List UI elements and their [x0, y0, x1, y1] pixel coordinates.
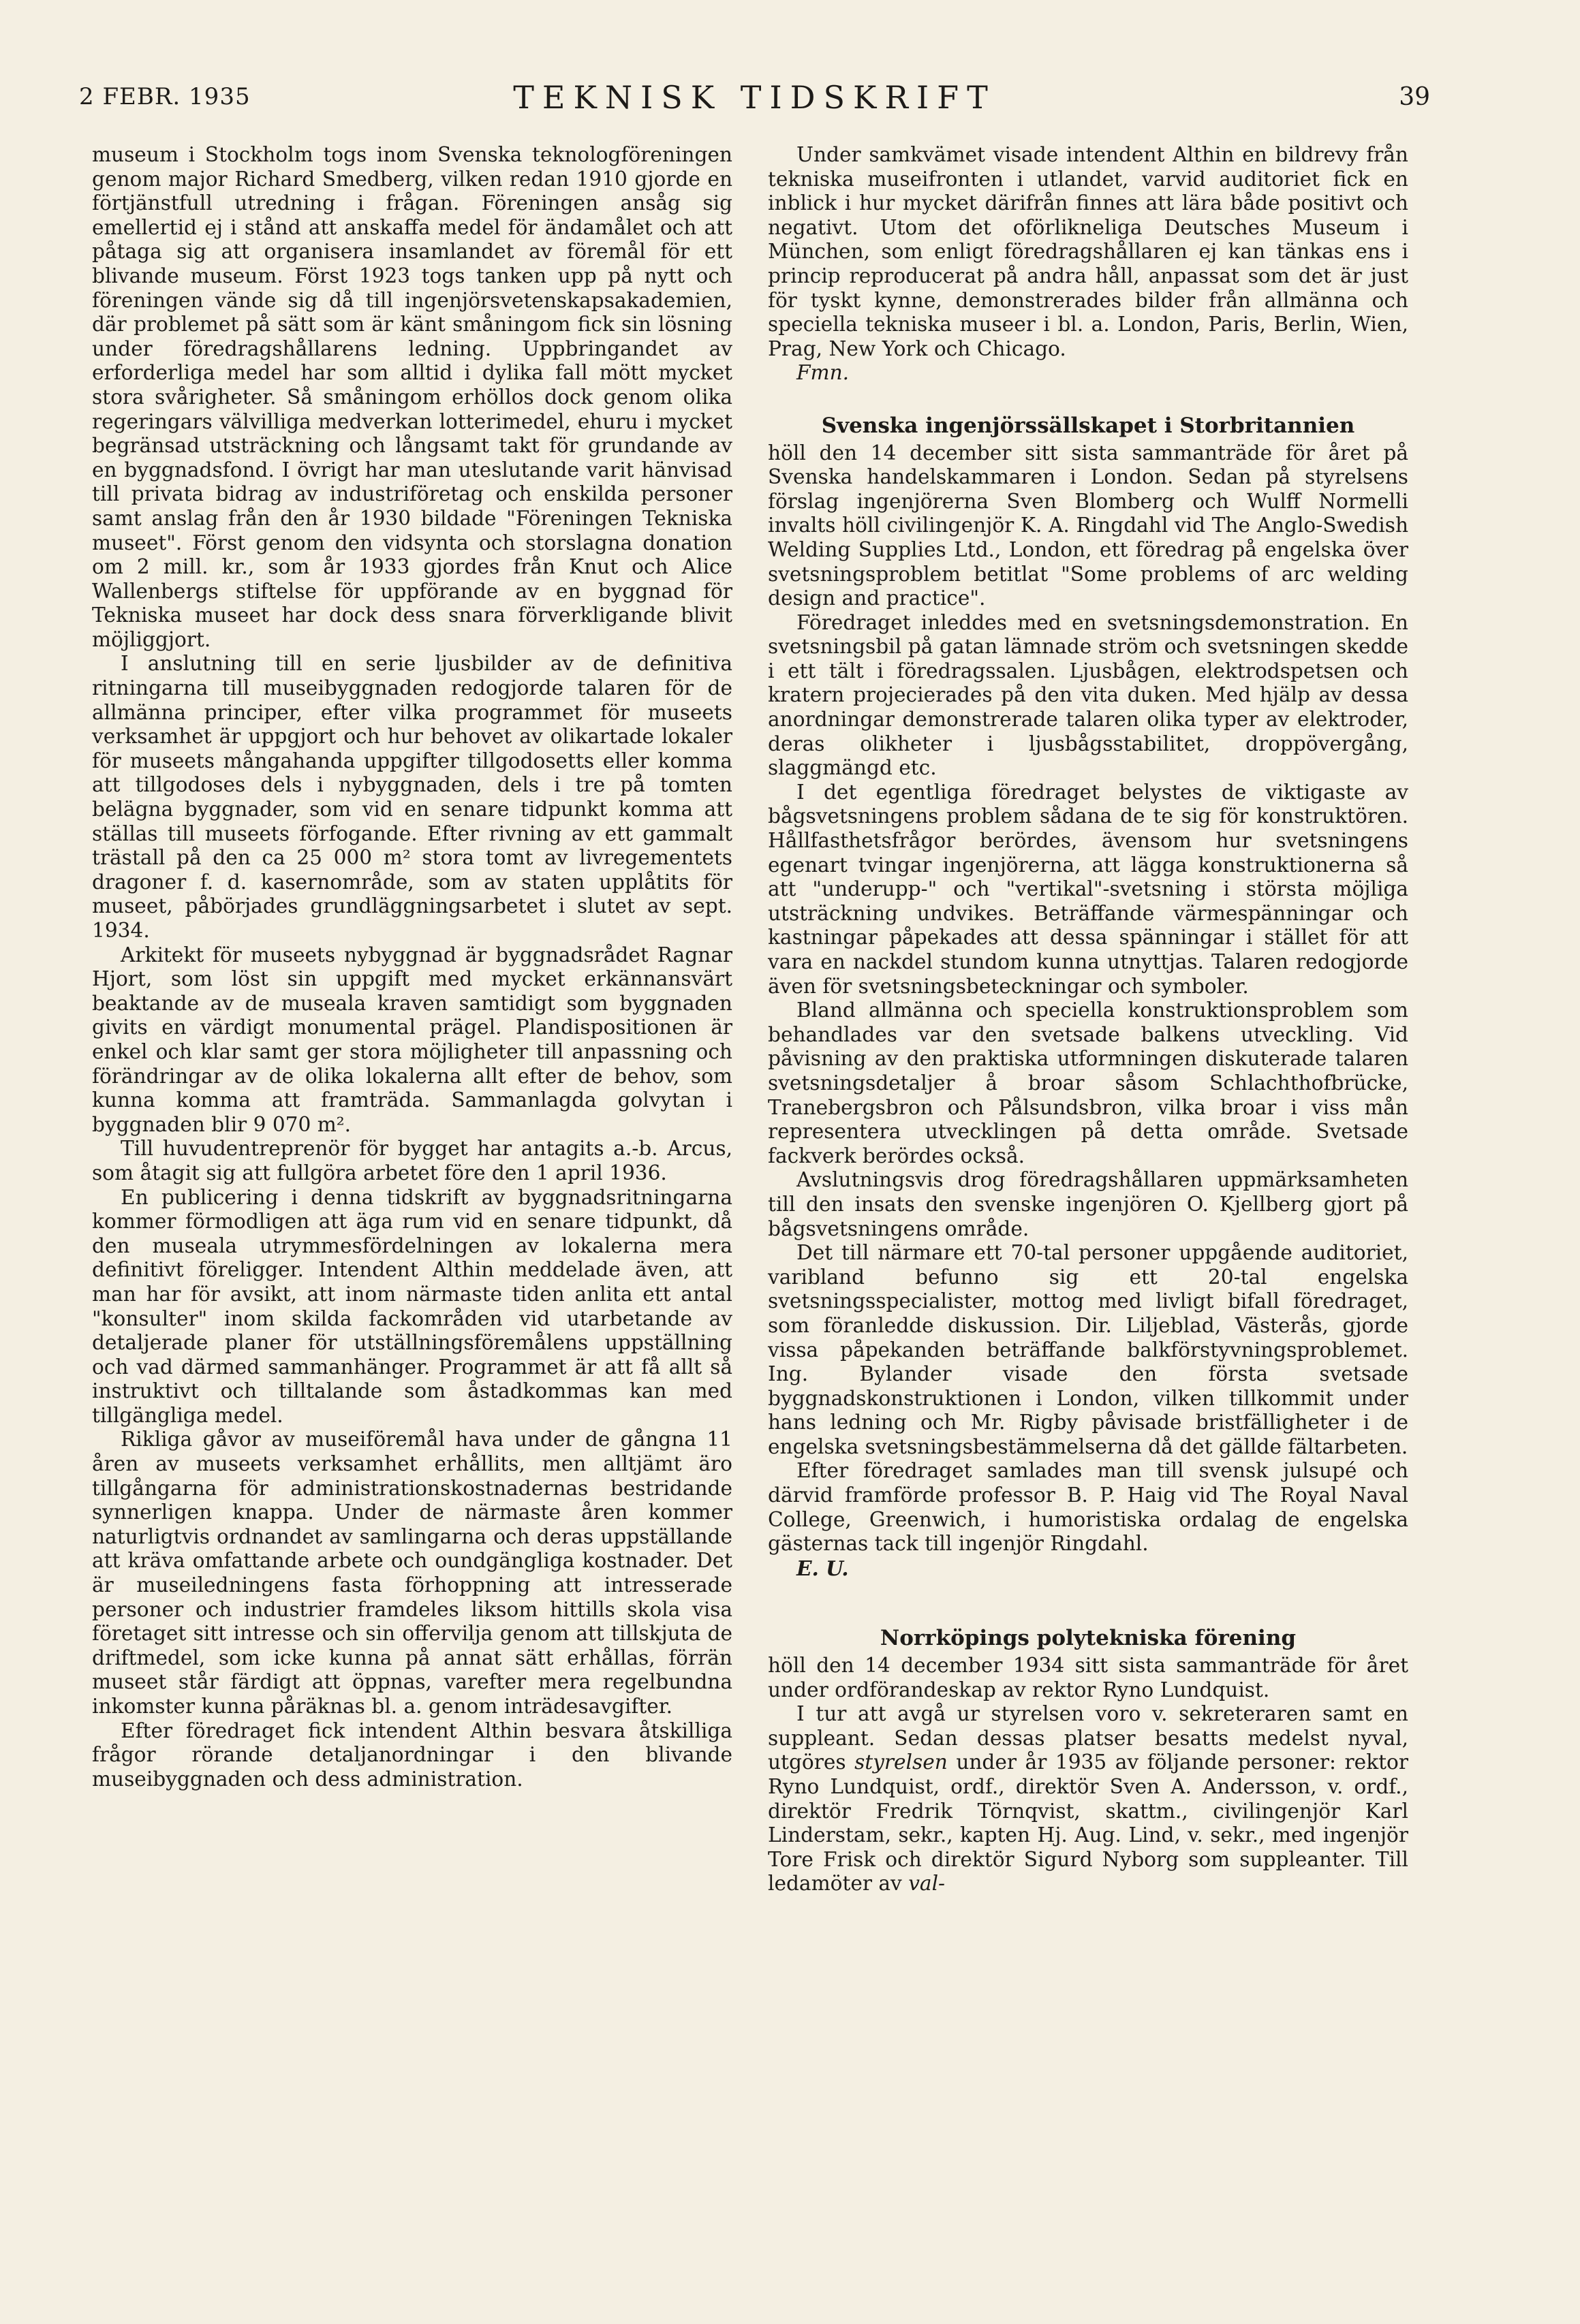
left-column	[92, 143, 732, 1791]
paragraph: museum i Stockholm togs inom Svenska teknologföreningen genom major Richard Smedberg, vilken redan 1910 gjorde en förtjänstfull utredning i frågan. Föreningen ansåg sig emellertid ej i stånd att anskaffa medel för ändamålet och att påtaga sig att organisera insamlandet av föremål för ett blivande museum. Först 1923 togs tanken upp på nytt och föreningen vände sig då till ingenjörsvetenskapsakademien, där problemet på sätt som är känt småningom fick sin lösning under föredragshållarens ledning. Uppbringandet av erforderliga medel har som alltid i dylika fall mött mycket stora svårigheter. Så småningom erhöllos dock genom olika regeringars välvilliga medverkan lotterimedel, ehuru i mycket begränsad utsträckning och långsamt takt för grundande av en byggnadsfond. I övrigt har man uteslutande varit hänvisad till privata bidrag av industriföretag och enskilda personer samt anslag från den år 1930 bildade "Föreningen Tekniska museet". Först genom den vidsynta och storslagna donation om 2 mill. kr., som år 1933 gjordes från Knut och Alice Wallenbergs stiftelse för uppförande av en byggnad för Tekniska museet har dock dess snara förverkligande blivit möjliggjort.	[92, 143, 732, 651]
paragraph: Bland allmänna och speciella konstruktionsproblem som behandlades var den svetsade balkens utveckling. Vid påvisning av den praktiska utformningen diskuterade talaren svetsningsdetaljer å broar såsom Schlachthofbrücke, Tranebergsbron och Pålsundsbron, vilka broar i viss mån representera utvecklingen på detta område. Svetsade fackverk berördes också.	[768, 999, 1408, 1167]
paragraph: Arkitekt för museets nybyggnad är byggnadsrådet Ragnar Hjort, som löst sin uppgift med mycket erkännansvärt beaktande av de museala kraven samtidigt som byggnaden givits en värdigt monumental prägel. Plandispositionen är enkel och klar samt ger stora möjligheter till anpassning och förändringar av de olika lokalerna allt efter de behov, som kunna komma att framträda. Sammanlagda golvytan i byggnaden blir 9 070 m².	[92, 943, 732, 1136]
paragraph: I det egentliga föredraget belystes de viktigaste av bågsvetsningens problem sådana de te sig för konstruktören. Hållfasthetsfrågor berördes, ävensom hur svetsningens egenart tvingar ingenjörerna, att lägga konstruktionerna så att "underupp-" och "vertikal"-svetsning i största möjliga utsträckning undvikes. Beträffande värmespänningar och kastningar påpekades att dessa spänningar i stället för att vara en nackdel stundom kunna utnyttjas. Talaren redogjorde även för svetsningsbeteckningar och symboler.	[768, 780, 1408, 998]
paragraph: höll den 14 december 1934 sitt sista sammanträde för året under ordförandeskap av rektor Ryno Lundquist.	[768, 1654, 1408, 1701]
paragraph	[768, 1702, 1408, 1896]
right-column	[768, 143, 1408, 1896]
paragraph: En publicering i denna tidskrift av byggnadsritningarna kommer förmodligen att äga rum vid en senare tidpunkt, då den museala utrymmesfördelningen av lokalerna mera definitivt föreligger. Intendent Althin meddelade även, att man har för avsikt, att inom närmaste tiden anlita ett antal "konsulter" inom skilda fackområden vid utarbetande av detaljerade planer för utställningsföremålens uppställning och vad därmed sammanhänger. Programmet är att få allt så instruktivt och tilltalande som åstadkommas kan med tillgängliga medel.	[92, 1185, 732, 1427]
author-signature: Fmn.	[796, 361, 850, 385]
emphasized-text: val-	[908, 1872, 946, 1896]
paragraph: höll den 14 december sitt sista sammanträde för året på Svenska handelskammaren i London. Sedan på styrelsens förslag ingenjörerna Sven Blomberg och Wulff Normelli invalts höll civilingenjör K. A. Ringdahl vid The Anglo-Swedish Welding Supplies Ltd., London, ett föredrag på engelska över svetsningsproblem betitlat "Some problems of arc welding design and practice".	[768, 441, 1408, 610]
paragraph: Under samkvämet visade intendent Althin en bildrevy från tekniska museifronten i utlandet, varvid auditoriet fick en inblick i hur mycket därifrån finnes att lära både positivt och negativt. Utom det oförlikneliga Deutsches Museum i München, som enligt föredragshållaren ej kan tänkas ens i princip reproducerat på andra håll, anpassat som det är just för tyskt kynne, demonstrerades bilder från allmänna och speciella tekniska museer i bl. a. London, Paris, Berlin, Wien, Prag, New York och Chicago.	[768, 143, 1408, 360]
page-number: 39	[1399, 83, 1430, 111]
section-heading: Svenska ingenjörssällskapet i Storbritannien	[821, 413, 1355, 438]
journal-title: TEKNISK TIDSKRIFT	[513, 79, 996, 116]
paragraph: I anslutning till en serie ljusbilder av de definitiva ritningarna till museibyggnaden redogjorde talaren för de allmänna principer, efter vilka programmet för museets verksamhet är uppgjort och hur behovet av olikartade lokaler för museets mångahanda uppgifter tillgodosetts eller komma att tillgodoses dels i nybyggnaden, dels i tre på tomten belägna byggnader, som vid en senare tidpunkt komma att ställas till museets förfogande. Efter rivning av ett gammalt trästall på den ca 25 000 m² stora tomt av livregementets dragoner f. d. kasernområde, som av staten upplåtits för museet, påbörjades grundläggningsarbetet i slutet av sept. 1934.	[92, 652, 732, 942]
text-run: under år 1935 av följande personer: rektor Ryno Lundquist, ordf., direktör Sven A. Andersson, v. ordf., direktör Fredrik Törnqvist, skattm., civilingenjör Karl Linderstam, sekr., kapten Hj. Aug. Lind, v. sekr., med ingenjör Tore Frisk och direktör Sigurd Nyborg som suppleanter. Till ledamöter av	[768, 1750, 1408, 1896]
author-signature: E. U.	[796, 1556, 849, 1580]
section-heading: Norrköpings polytekniska förening	[880, 1626, 1297, 1651]
paragraph: Det till närmare ett 70-tal personer uppgående auditoriet, varibland befunno sig ett 20-tal engelska svetsningsspecialister, mottog med livligt bifall föredraget, som föranledde diskussion. Dir. Liljeblad, Västerås, gjorde vissa påpekanden beträffande balkförstyvningsproblemet. Ing. Bylander visade den första svetsade byggnadskonstruktionen i London, vilken tillkommit under hans ledning och Mr. Rigby påvisade bristfälligheter i de engelska svetsningsbestämmelserna då det gällde fältarbeten.	[768, 1241, 1408, 1458]
text-run: I tur att avgå ur styrelsen voro v. sekreteraren samt en suppleant. Sedan dessas platser besatts medelst nyval, utgöres	[768, 1702, 1408, 1774]
issue-date: 2 FEBR. 1935	[79, 83, 251, 110]
paragraph: Till huvudentreprenör för bygget har antagits a.-b. Arcus, som åtagit sig att fullgöra arbetet före den 1 april 1936.	[92, 1137, 732, 1184]
emphasized-text: styrelsen	[854, 1750, 948, 1774]
paragraph: Avslutningsvis drog föredragshållaren uppmärksamheten till den insats den svenske ingenjören O. Kjellberg gjort på bågsvetsningens område.	[768, 1168, 1408, 1240]
paragraph: Efter föredraget samlades man till svensk julsupé och därvid framförde professor B. P. Haig vid The Royal Naval College, Greenwich, i humoristiska ordalag de engelska gästernas tack till ingenjör Ringdahl.	[768, 1459, 1408, 1556]
paragraph: Efter föredraget fick intendent Althin besvara åtskilliga frågor rörande detaljanordningar i den blivande museibyggnaden och dess administration.	[92, 1718, 732, 1791]
paragraph: Föredraget inleddes med en svetsningsdemonstration. En svetsningsbil på gatan lämnade ström och svetsningen skedde i ett tält i föredragssalen. Ljusbågen, elektrodspetsen och kratern projecierades på den vita duken. Med hjälp av dessa anordningar demonstrerade talaren olika typer av elektroder, deras olikheter i ljusbågsstabilitet, droppövergång, slaggmängd etc.	[768, 610, 1408, 780]
paragraph: Rikliga gåvor av museiföremål hava under de gångna 11 åren av museets verksamhet erhållits, men alltjämt äro tillgångarna för administrationskostnadernas bestridande synnerligen knappa. Under de närmaste åren kommer naturligtvis ordnandet av samlingarna och deras uppställande att kräva omfattande arbete och oundgängliga kostnader. Det är museiledningens fasta förhoppning att intresserade personer och industrier framdeles liksom hittills skola visa företaget sitt intresse och sin offervilja genom att tillskjuta de driftmedel, som icke kunna på annat sätt erhållas, förrän museet står färdigt att öppnas, varefter mera regelbundna inkomster kunna påräknas bl. a. genom inträdesavgifter.	[92, 1428, 732, 1718]
page-header	[79, 79, 1430, 124]
